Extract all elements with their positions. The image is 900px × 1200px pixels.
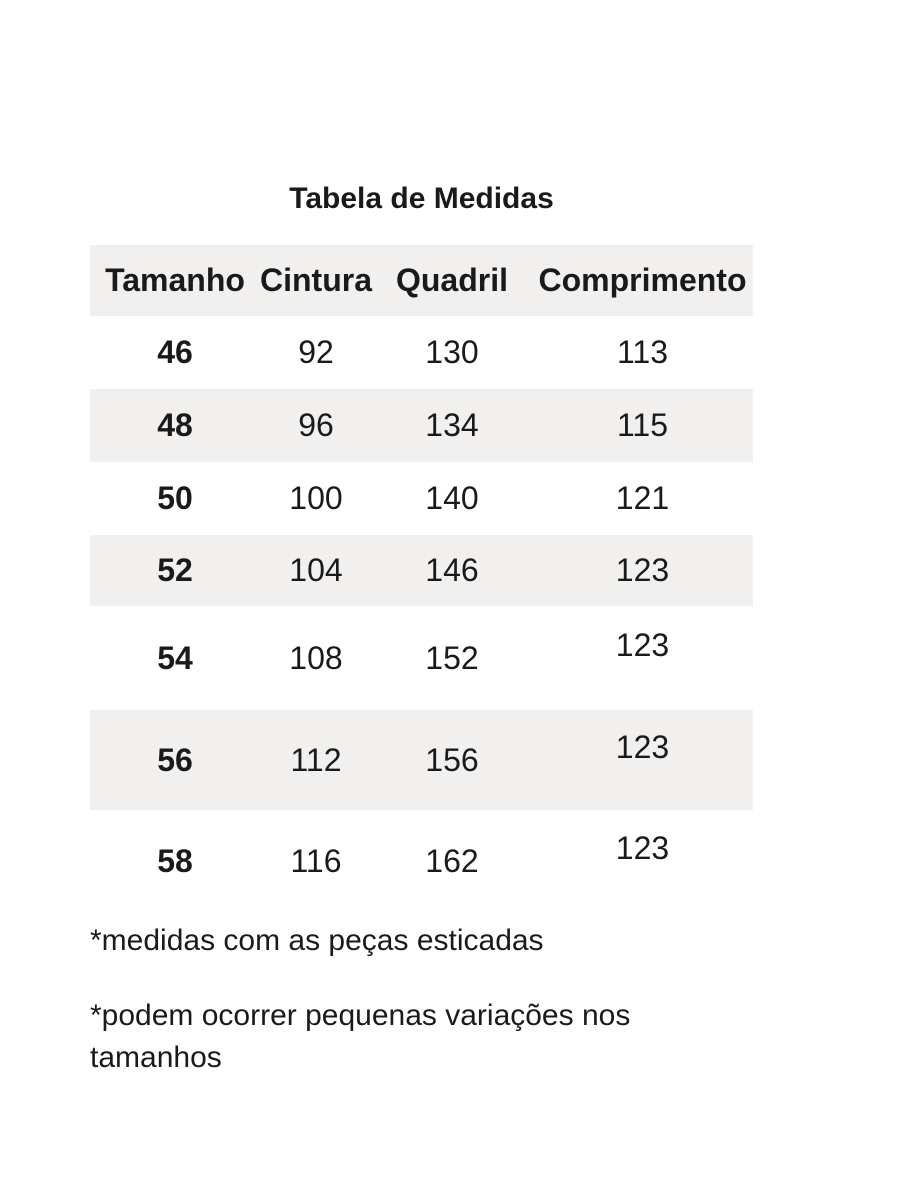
cell-cintura (260, 710, 372, 810)
cell-cintura (260, 810, 372, 912)
cell-value: 134 (425, 407, 479, 443)
column-header-cintura: Cintura (260, 262, 372, 298)
cell-quadril (372, 810, 532, 912)
cell-cintura (260, 606, 372, 710)
cell-value: 50 (157, 480, 193, 516)
cell-value: 116 (290, 842, 342, 879)
cell-value: 100 (289, 480, 343, 516)
size-chart-content (90, 0, 753, 1079)
table-row (90, 606, 753, 710)
cell-value: 52 (157, 552, 193, 588)
cell-value: 123 (615, 552, 670, 588)
cell-tamanho (90, 535, 260, 606)
cell-comprimento (532, 389, 753, 462)
cell-cintura (260, 389, 372, 462)
cell-value: 92 (298, 334, 334, 370)
cell-comprimento (532, 535, 753, 606)
cell-comprimento (532, 810, 753, 912)
cell-value: 140 (425, 480, 479, 516)
cell-value: 48 (157, 407, 193, 443)
cell-value: 123 (615, 728, 670, 765)
footnote-size-variations: *podem ocorrer pequenas variações nos tamanhos (90, 999, 631, 1074)
cell-value: 156 (425, 741, 479, 778)
cell-value: 146 (425, 552, 479, 588)
cell-quadril (372, 389, 532, 462)
cell-cintura (260, 462, 372, 535)
table-row (90, 810, 753, 912)
cell-tamanho (90, 462, 260, 535)
cell-comprimento (532, 462, 753, 535)
cell-quadril (372, 535, 532, 606)
cell-comprimento (532, 316, 753, 389)
footnote-stretched-measures: *medidas com as peças esticadas (90, 924, 544, 957)
cell-value: 108 (289, 639, 343, 676)
table-body (90, 316, 753, 912)
cell-value: 162 (425, 842, 479, 879)
table-row (90, 462, 753, 535)
cell-value: 56 (157, 741, 193, 778)
column-header-tamanho: Tamanho (105, 262, 245, 298)
cell-tamanho (90, 316, 260, 389)
cell-comprimento (532, 606, 753, 710)
table-header-row (90, 245, 753, 316)
cell-quadril (372, 462, 532, 535)
table-header (90, 245, 753, 316)
cell-value: 113 (616, 334, 668, 370)
cell-value: 115 (616, 407, 668, 443)
cell-value: 123 (615, 829, 670, 866)
column-header-comprimento: Comprimento (538, 262, 747, 298)
cell-quadril (372, 606, 532, 710)
cell-value: 54 (157, 639, 193, 676)
cell-tamanho (90, 606, 260, 710)
table-row (90, 389, 753, 462)
cell-value: 58 (157, 842, 193, 879)
cell-tamanho (90, 710, 260, 810)
measurements-table (90, 245, 753, 912)
cell-tamanho (90, 810, 260, 912)
cell-value: 46 (157, 334, 193, 370)
cell-cintura (260, 316, 372, 389)
column-header-quadril: Quadril (395, 262, 508, 298)
cell-value: 152 (425, 639, 479, 676)
cell-value: 96 (298, 407, 334, 443)
cell-comprimento (532, 710, 753, 810)
table-row (90, 710, 753, 810)
cell-cintura (260, 535, 372, 606)
table-row (90, 316, 753, 389)
cell-value: 121 (615, 480, 670, 516)
cell-quadril (372, 316, 532, 389)
cell-tamanho (90, 389, 260, 462)
cell-value: 130 (425, 334, 479, 370)
table-row (90, 535, 753, 606)
cell-value: 112 (290, 741, 342, 778)
cell-quadril (372, 710, 532, 810)
page-title: Tabela de Medidas (289, 182, 554, 215)
cell-value: 123 (615, 626, 670, 663)
cell-value: 104 (289, 552, 343, 588)
